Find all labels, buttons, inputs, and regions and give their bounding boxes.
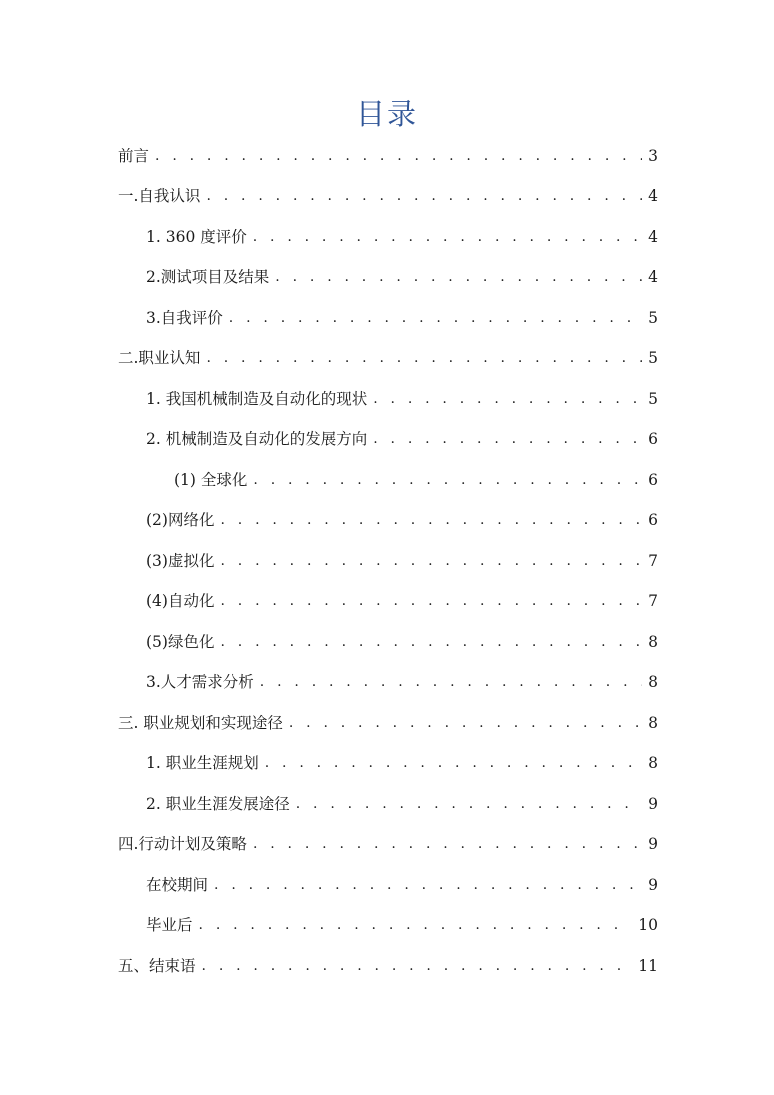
toc-entry[interactable] [146, 625, 658, 659]
toc-dot-leader [206, 179, 642, 213]
toc-entry-page: 3 [648, 147, 658, 165]
toc-entry-page: 6 [648, 430, 658, 448]
toc-entry-page: 5 [648, 390, 658, 408]
toc-entry-label: 2.测试项目及结果 [146, 268, 270, 286]
toc-entry[interactable] [118, 949, 658, 983]
toc-dot-leader [265, 746, 642, 780]
toc-entry[interactable] [118, 139, 658, 173]
toc-entry[interactable] [118, 706, 658, 740]
toc-dot-leader [220, 503, 642, 537]
toc-dot-leader [214, 868, 642, 902]
toc-entry-page: 7 [648, 552, 658, 570]
toc-entry-page: 11 [638, 957, 658, 975]
toc-entry-label: (4)自动化 [146, 592, 215, 610]
toc-dot-leader [260, 665, 642, 699]
toc-entry-page: 4 [648, 187, 658, 205]
toc-entry-label: 二.职业认知 [118, 349, 201, 367]
toc-entry[interactable] [146, 260, 658, 294]
toc-entry-label: 毕业后 [146, 916, 193, 934]
toc-entry-label: (2)网络化 [146, 511, 215, 529]
toc-dot-leader [275, 260, 642, 294]
toc-dot-leader [296, 787, 642, 821]
toc-entry-label: 2. 职业生涯发展途径 [146, 795, 290, 813]
toc-entry-label: 前言 [118, 147, 150, 165]
toc-entry[interactable] [146, 301, 658, 335]
toc-dot-leader [373, 382, 642, 416]
toc-entry-page: 8 [648, 754, 658, 772]
toc-entry-label: 2. 机械制造及自动化的发展方向 [146, 430, 368, 448]
toc-dot-leader [253, 827, 642, 861]
toc-dot-leader [206, 341, 642, 375]
toc-entry-page: 8 [648, 673, 658, 691]
toc-dot-leader [229, 301, 642, 335]
toc-entry-page: 8 [648, 633, 658, 651]
toc-entry-page: 9 [648, 795, 658, 813]
toc-title: 目录 [355, 97, 418, 131]
toc-entry[interactable] [146, 665, 658, 699]
toc-entry[interactable] [118, 341, 658, 375]
toc-entry-label: (5)绿色化 [146, 633, 215, 651]
toc-dot-leader [253, 463, 642, 497]
toc-entry[interactable] [146, 382, 658, 416]
toc-entry-page: 6 [648, 511, 658, 529]
toc-entry-page: 4 [648, 268, 658, 286]
toc-entry[interactable] [146, 746, 658, 780]
toc-entry-label: 一.自我认识 [118, 187, 201, 205]
toc-dot-leader [202, 949, 633, 983]
toc-dot-leader [220, 544, 642, 578]
toc-entry[interactable] [146, 908, 658, 942]
toc-entry[interactable] [174, 463, 658, 497]
toc-entry[interactable] [146, 220, 658, 254]
toc-dot-leader [220, 584, 642, 618]
toc-entry-label: 1. 我国机械制造及自动化的现状 [146, 390, 368, 408]
toc-entry-page: 9 [648, 835, 658, 853]
toc-entry-page: 7 [648, 592, 658, 610]
toc-entry-page: 5 [648, 349, 658, 367]
toc-entry[interactable] [118, 179, 658, 213]
toc-entry-label: (3)虚拟化 [146, 552, 215, 570]
toc-entry[interactable] [146, 787, 658, 821]
toc-entry-label: 1. 职业生涯规划 [146, 754, 259, 772]
toc-entry-label: 五、结束语 [118, 957, 196, 975]
toc-entry-page: 6 [648, 471, 658, 489]
toc-entry[interactable] [146, 584, 658, 618]
toc-dot-leader [253, 220, 642, 254]
toc-entry-label: 3.人才需求分析 [146, 673, 254, 691]
toc-entry[interactable] [146, 544, 658, 578]
toc-entry-page: 10 [638, 916, 658, 934]
toc-entry-page: 5 [648, 309, 658, 327]
toc-entry[interactable] [118, 827, 658, 861]
toc-entry-label: (1) 全球化 [174, 471, 248, 489]
toc-dot-leader [220, 625, 642, 659]
toc-dot-leader [155, 139, 642, 173]
toc-entry-page: 9 [648, 876, 658, 894]
toc-dot-leader [373, 422, 642, 456]
toc-entry-page: 4 [648, 228, 658, 246]
toc-entry-page: 8 [648, 714, 658, 732]
toc-entry-label: 3.自我评价 [146, 309, 223, 327]
toc-dot-leader [289, 706, 642, 740]
toc-dot-leader [199, 908, 633, 942]
toc-entry-label: 三. 职业规划和实现途径 [118, 714, 283, 732]
toc-entry[interactable] [146, 422, 658, 456]
toc-entry-label: 1. 360 度评价 [146, 228, 247, 246]
toc-entry[interactable] [146, 868, 658, 902]
toc-entry-label: 四.行动计划及策略 [118, 835, 247, 853]
toc-entry-label: 在校期间 [146, 876, 209, 894]
toc-entry[interactable] [146, 503, 658, 537]
